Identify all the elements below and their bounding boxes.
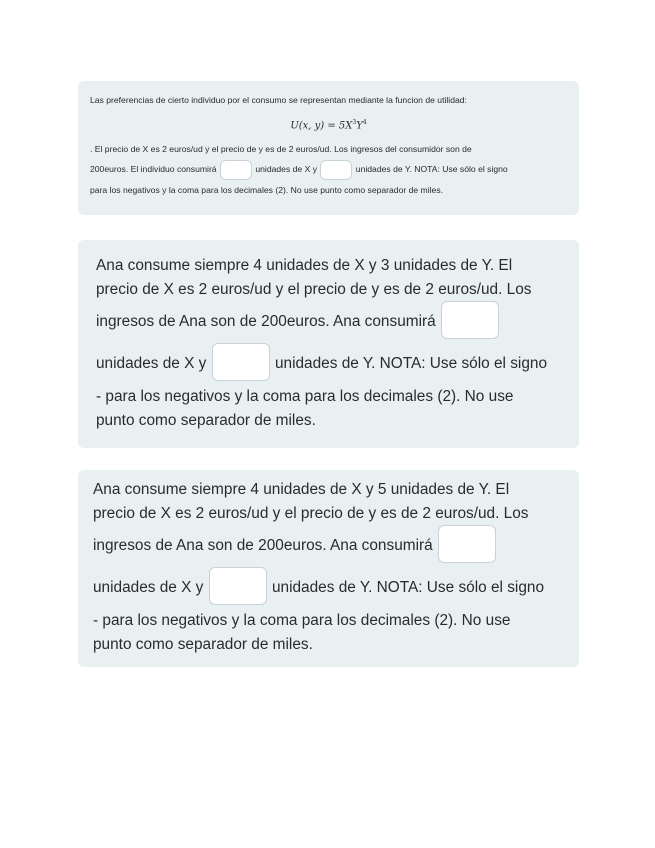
question-text-line-5: - para los negativos y la coma para los decimales (2). No use	[96, 388, 514, 405]
question-text-line-1: Ana consume siempre 4 unidades de X y 3 unidades de Y. El	[96, 257, 513, 274]
question-text-line-2: precio de X es 2 euros/ud y el precio de y es de 2 euros/ud. Los	[96, 280, 532, 298]
question-card-ana-5y	[78, 470, 579, 667]
answer-mid-text: unidades de X y	[255, 164, 318, 175]
answer-x-input[interactable]	[220, 160, 252, 180]
question-note-text: para los negativos y la coma para los decimales (2). No use punto como separador de miles.	[90, 185, 443, 196]
answer-y-input[interactable]	[320, 160, 352, 180]
formula-exponent-x: 3	[352, 119, 357, 126]
answer-x-input[interactable]	[438, 525, 496, 563]
question-answer-line-x	[96, 301, 561, 343]
question-answer-line-y	[93, 567, 564, 609]
question-text-line-6: punto como separador de miles.	[96, 411, 316, 429]
question-intro-text: Las preferencias de cierto individuo por el consumo se representan mediante la funcion de utilidad:	[90, 95, 467, 105]
answer-y-input[interactable]	[209, 567, 267, 605]
question-text-line-1: Ana consume siempre 4 unidades de X y 5 unidades de Y. El	[93, 481, 510, 498]
formula-y: Y	[356, 120, 363, 132]
question-text-line-2: precio de X es 2 euros/ud y el precio de y es de 2 euros/ud. Los	[93, 504, 529, 522]
answer-prefix-text: 200euros. El individuo consumirá	[90, 164, 217, 175]
answer-y-input[interactable]	[212, 343, 270, 381]
answer-suffix-text: unidades de Y. NOTA: Use sólo el signo	[355, 164, 508, 175]
question-text-line-5: - para los negativos y la coma para los decimales (2). No use	[93, 612, 511, 629]
question-card-utility	[78, 81, 579, 215]
question-text-line-3: ingresos de Ana son de 200euros. Ana consumirá	[93, 537, 433, 554]
utility-formula	[90, 110, 567, 139]
question-text-line-6: punto como separador de miles.	[93, 635, 313, 653]
answer-mid-text: unidades de X y	[96, 355, 207, 372]
formula-exponent-y: 4	[362, 119, 367, 126]
question-answer-line-x	[93, 525, 564, 567]
answer-suffix-text: unidades de Y. NOTA: Use sólo el signo	[271, 579, 545, 596]
question-text-line-3: ingresos de Ana son de 200euros. Ana consumirá	[96, 313, 436, 330]
question-prices-text: . El precio de X es 2 euros/ud y el precio de y es de 2 euros/ud. Los ingresos del consumidor son de	[90, 144, 472, 155]
question-answer-line	[90, 159, 567, 180]
answer-suffix-text: unidades de Y. NOTA: Use sólo el signo	[274, 355, 548, 372]
answer-x-input[interactable]	[441, 301, 499, 339]
formula-base: U(x, y) = 5X	[290, 120, 353, 132]
question-answer-line-y	[96, 343, 561, 385]
question-card-ana-3y	[78, 240, 579, 448]
answer-mid-text: unidades de X y	[93, 579, 204, 596]
